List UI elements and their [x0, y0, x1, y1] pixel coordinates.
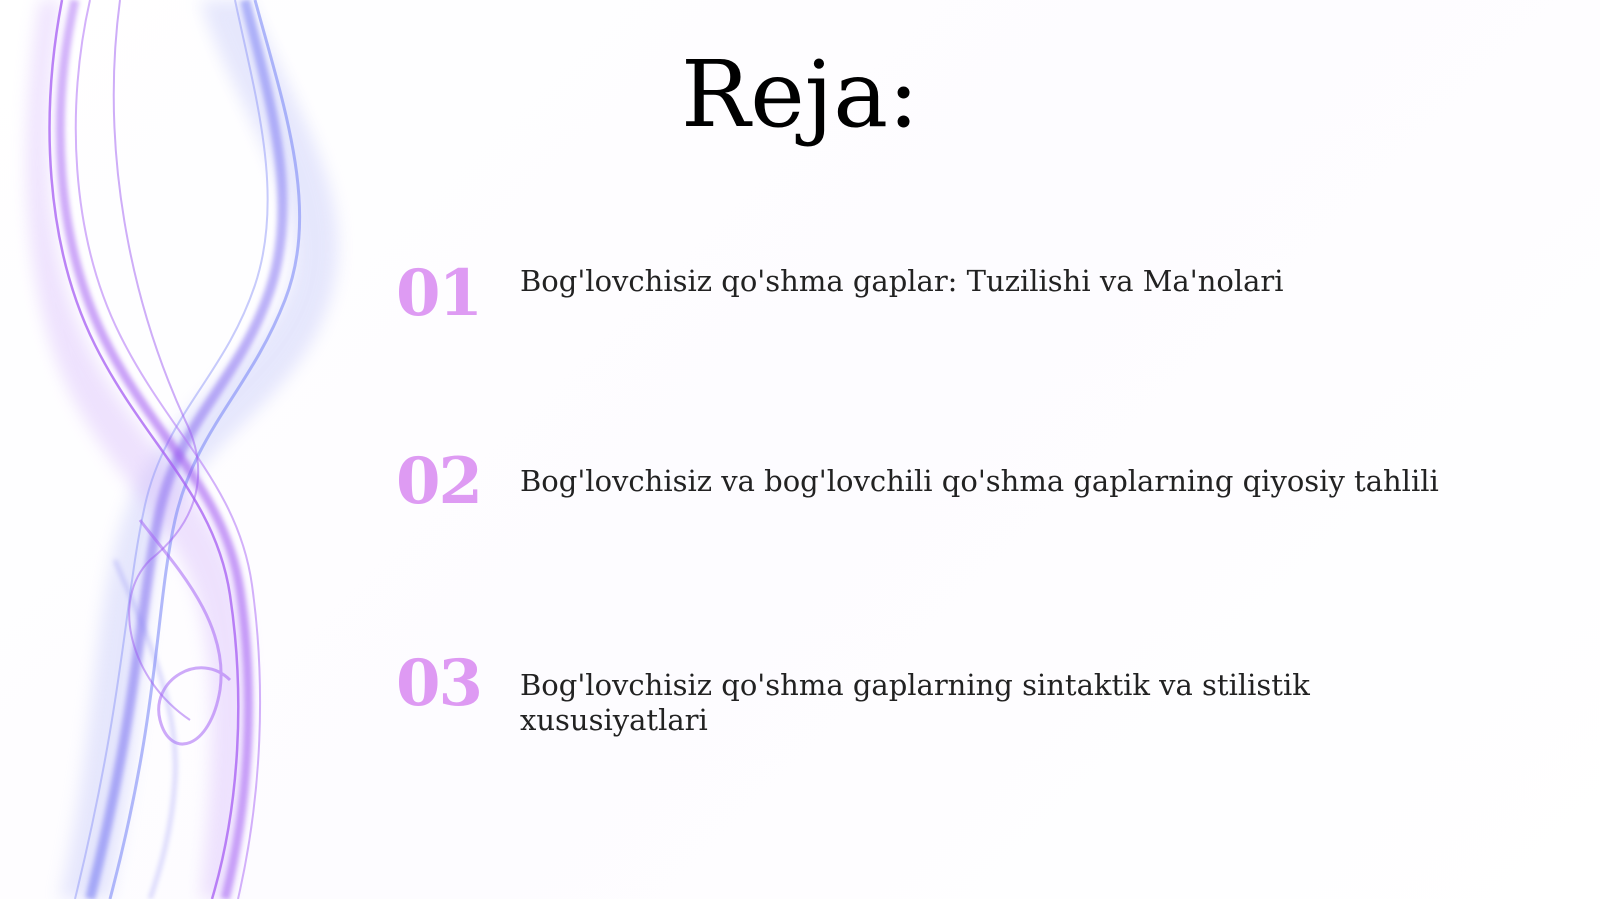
- agenda-item-number: 02: [396, 444, 482, 519]
- purple-smoke-decoration: [0, 0, 380, 899]
- agenda-item-number: 03: [396, 646, 482, 721]
- agenda-item-number: 01: [396, 256, 482, 331]
- slide-title: Reja:: [680, 41, 920, 148]
- agenda-item: [396, 256, 1546, 331]
- agenda-item: [396, 646, 1546, 738]
- agenda-item: [396, 444, 1546, 519]
- agenda-item-text: Bog'lovchisiz va bog'lovchili qo'shma gaplarning qiyosiy tahlili: [520, 464, 1439, 498]
- agenda-item-text: Bog'lovchisiz qo'shma gaplarning sintaktik va stilistik xususiyatlari: [520, 668, 1310, 737]
- agenda-item-text: Bog'lovchisiz qo'shma gaplar: Tuzilishi va Ma'nolari: [520, 264, 1284, 298]
